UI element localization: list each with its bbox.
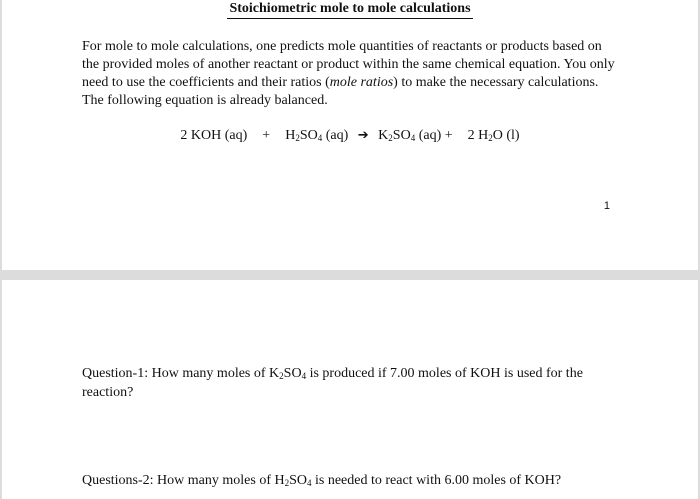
product-water: 2 $H_2O$ (l): [467, 128, 520, 143]
document-page-1: [2, 0, 698, 270]
question-1: Question-1: How many moles of $K_2SO_4$ is produced if 7.00 moles of KOH is used for the reaction?: [82, 366, 583, 400]
balanced-equation: [2, 127, 698, 145]
reactant-h2so4: $H_2SO_4$ (aq): [285, 128, 349, 143]
page-title: [2, 0, 698, 19]
intro-emphasis: mole ratios: [329, 75, 394, 90]
intro-text-start: For mole to mole calculations, one predicts mole quantities of reactants or products based on the provided moles of another reactant or product within the same chemical equation. You only need to use the coefficients and their ratios (: [82, 39, 615, 90]
page-number: 1: [603, 200, 610, 212]
intro-text-end: ) to make the necessary calculations. The following equation is already balanced.: [82, 75, 599, 108]
document-page-2: [2, 280, 698, 499]
question-2: Questions-2: How many moles of $H_2SO_4$ is needed to react with 6.00 moles of KOH?: [82, 473, 562, 488]
title-text: Stoichiometric mole to mole calculations: [227, 0, 472, 19]
intro-paragraph: [82, 38, 622, 110]
product-k2so4: $K_2SO_4$ (aq) +: [378, 128, 453, 143]
plus-sign: +: [262, 128, 271, 143]
reaction-arrow-icon: ➔: [357, 128, 369, 143]
reactant-koh: 2 KOH (aq): [180, 128, 248, 143]
